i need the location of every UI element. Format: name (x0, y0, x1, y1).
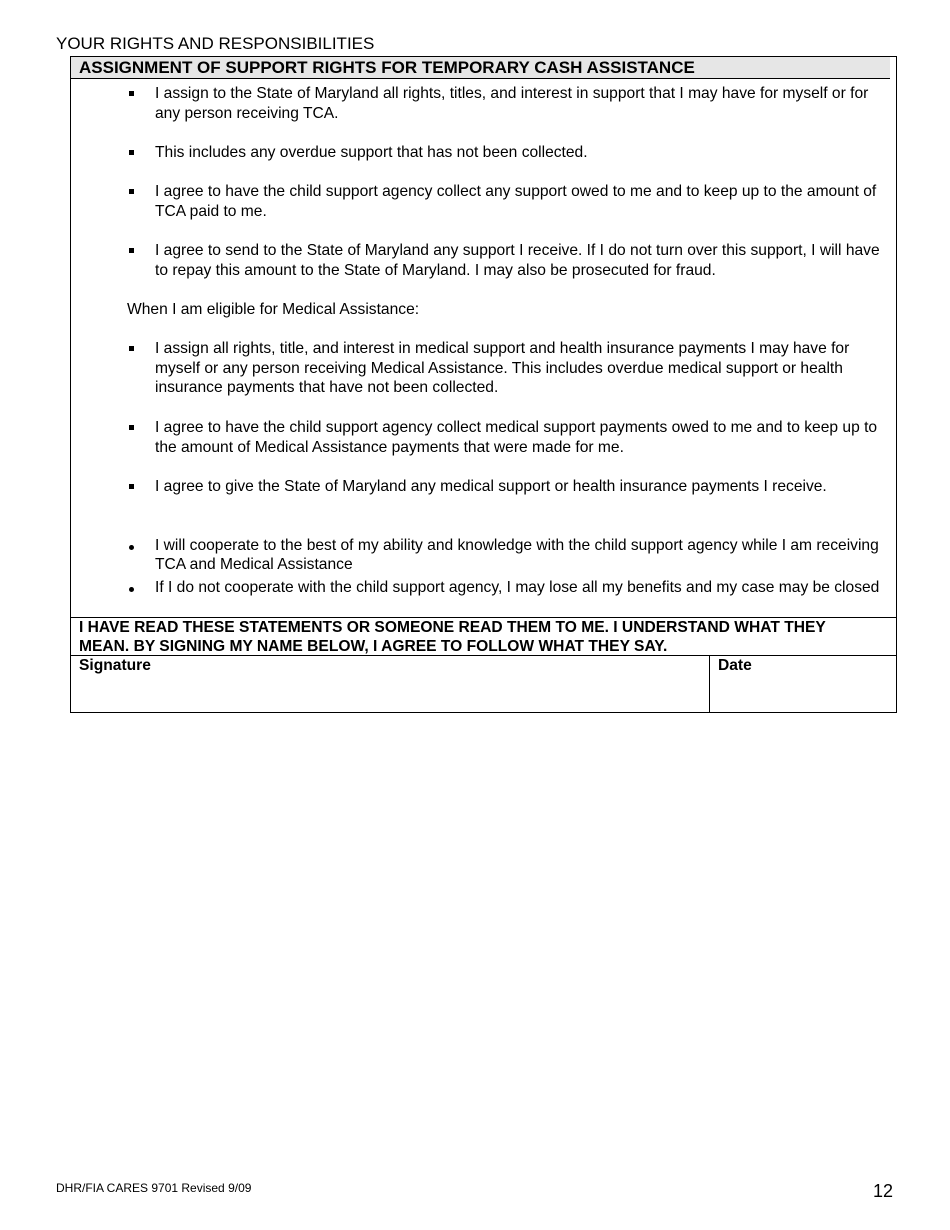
list-item-text: I agree to send to the State of Maryland any support I receive. If I do not turn over this support, I will have to repay this amount to the State of Maryland. I may also be prosecuted for fraud. (155, 242, 880, 279)
list-item-text: I assign all rights, title, and interest in medical support and health insurance payments I may have for myself or any person receiving Medical Assistance. This includes overdue medical support or health insurance payments that have not been collected. (155, 340, 850, 396)
list-item-text: I assign to the State of Maryland all rights, titles, and interest in support that I may have for myself or for any person receiving TCA. (155, 85, 869, 122)
square-bullet-icon (129, 346, 134, 351)
list-item (127, 241, 887, 280)
form-id: DHR/FIA CARES 9701 Revised 9/09 (56, 1181, 252, 1195)
square-bullet-icon (129, 91, 134, 96)
list-item (127, 182, 887, 221)
list-item (127, 339, 887, 398)
section-title: ASSIGNMENT OF SUPPORT RIGHTS FOR TEMPORARY CASH ASSISTANCE (71, 57, 890, 79)
column-divider (709, 655, 710, 713)
divider (71, 655, 896, 656)
square-bullet-icon (129, 248, 134, 253)
list-item-text: This includes any overdue support that has not been collected. (155, 144, 588, 161)
list-item-text: If I do not cooperate with the child support agency, I may lose all my benefits and my case may be closed (155, 579, 880, 596)
square-bullet-icon (129, 189, 134, 194)
list-item (127, 418, 887, 457)
list-item-text: I agree to give the State of Maryland any medical support or health insurance payments I receive. (155, 478, 827, 495)
list-item-text: I agree to have the child support agency collect any support owed to me and to keep up to the amount of TCA paid to me. (155, 183, 877, 220)
list-item (127, 143, 887, 163)
acknowledgement-statement: I HAVE READ THESE STATEMENTS OR SOMEONE READ THEM TO ME. I UNDERSTAND WHAT THEY MEAN. BY SIGNING MY NAME BELOW, I AGREE TO FOLLOW WHAT THEY SAY. (79, 619, 826, 655)
round-bullet-icon (129, 545, 134, 550)
signature-label: Signature (79, 657, 151, 674)
assignment-form (70, 56, 897, 713)
page-heading: YOUR RIGHTS AND RESPONSIBILITIES (56, 34, 375, 53)
list-item (127, 579, 887, 598)
round-bullet-icon (129, 587, 134, 592)
list-item-text: I agree to have the child support agency collect medical support payments owed to me and to keep up to the amount of Medical Assistance payments that were made for me. (155, 419, 878, 456)
square-bullet-icon (129, 425, 134, 430)
date-label: Date (718, 657, 752, 674)
square-bullet-icon (129, 484, 134, 489)
list-item (127, 537, 887, 574)
page-number: 12 (873, 1181, 894, 1201)
list-item (127, 84, 887, 123)
medical-assistance-intro: When I am eligible for Medical Assistance: (127, 301, 420, 318)
list-item (127, 477, 887, 497)
square-bullet-icon (129, 150, 134, 155)
list-item-text: I will cooperate to the best of my ability and knowledge with the child support agency while I am receiving TCA and Medical Assistance (155, 537, 879, 573)
